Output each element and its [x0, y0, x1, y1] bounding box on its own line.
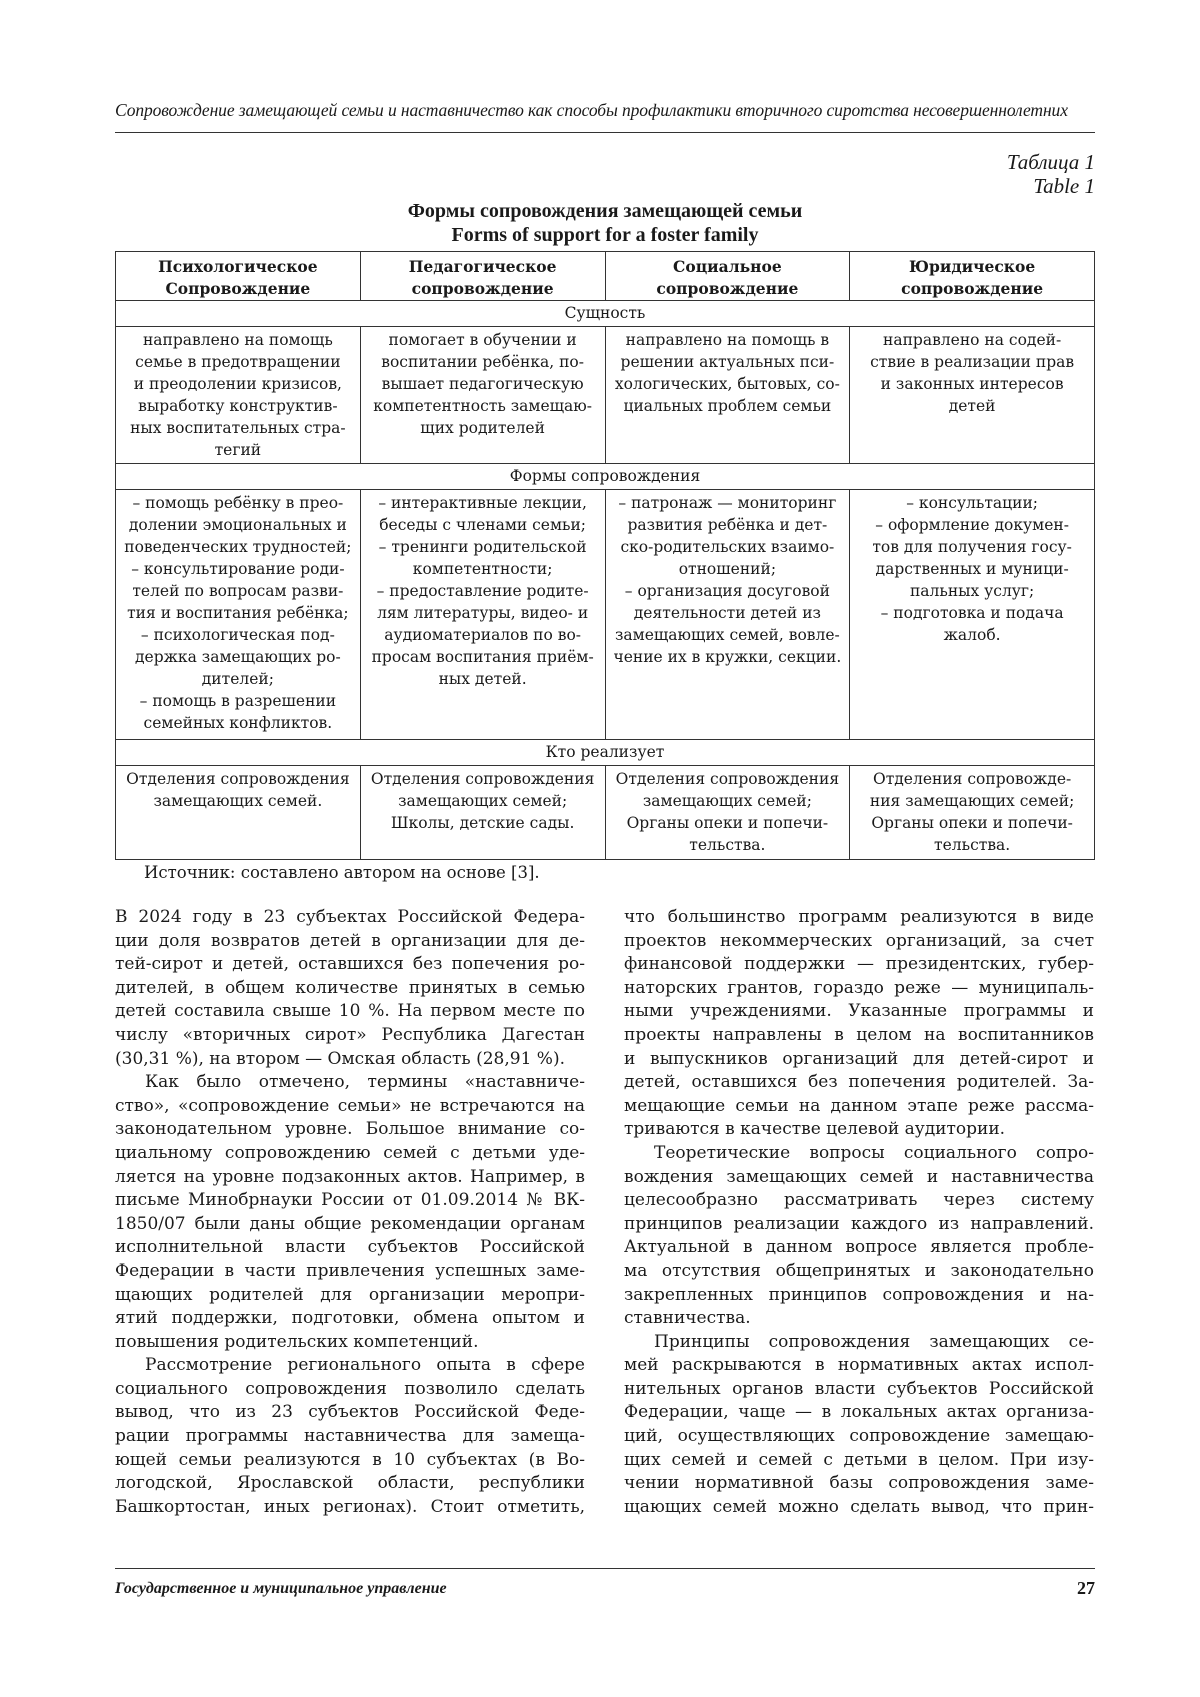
cell-line: деятельности детей из: [633, 604, 821, 622]
header-pedagogical: Педагогическое сопровождение: [360, 252, 605, 301]
cell-line: – предоставление родите-: [376, 582, 589, 600]
cell-line: – консультирование роди-: [131, 560, 345, 578]
cell-line: компетентности;: [412, 560, 553, 578]
text-line: исполнительной власти субъектов Российской: [115, 1237, 585, 1258]
cell-line: направлено на содей-: [883, 331, 1062, 349]
cell-line: замещающих семей.: [153, 792, 323, 810]
cell-line: ных детей.: [438, 670, 527, 688]
table-label: [1007, 150, 1095, 198]
cell-line: Органы опеки и попечи-: [871, 814, 1073, 832]
section-row-forms: [116, 464, 1095, 490]
header-legal: Юридическое сопровождение: [850, 252, 1095, 301]
text-line: законодательном уровне. Большое внимание со-: [115, 1119, 585, 1140]
essence-cell: [605, 327, 850, 464]
text-line: триваются в качестве целевой аудитории.: [624, 1119, 1006, 1140]
support-forms-table: [115, 251, 1095, 860]
cell-line: компетентность замещаю-: [373, 397, 593, 415]
cell-line: семейных конфликтов.: [143, 714, 333, 732]
cell-line: семье в предотвращении: [135, 353, 341, 371]
text-line: ций, осуществляющих сопровождение замещаю-: [624, 1426, 1094, 1447]
text-line: проектов некоммерческих организаций, за счет: [624, 930, 1094, 951]
cell-line: жалоб.: [943, 626, 1001, 644]
cell-line: воспитании ребёнка, по-: [381, 353, 584, 371]
text-line: щающих семей можно сделать вывод, что прин-: [624, 1496, 1094, 1517]
text-line: рации программы наставничества для замеща-: [115, 1426, 585, 1447]
cell-line: и преодолении кризисов,: [133, 375, 342, 393]
text-line: детей составила свыше 10 %. На первом месте по: [115, 1001, 585, 1022]
cell-line: направлено на помощь: [142, 331, 333, 349]
text-line: числу «вторичных сирот» Республика Дагестан: [115, 1024, 585, 1045]
text-line: Теоретические вопросы социального сопро-: [654, 1142, 1094, 1163]
text-line: Принципы сопровождения замещающих се-: [654, 1331, 1094, 1352]
cell-line: тегий: [214, 441, 262, 459]
cell-line: – патронаж — мониторинг: [618, 494, 837, 512]
table-title-ru: Формы сопровождения замещающей семьи: [407, 200, 803, 222]
cell-line: – тренинги родительской: [378, 538, 587, 556]
text-line: принципов реализации каждого из направлений.: [624, 1213, 1094, 1234]
essence-row: [116, 327, 1095, 464]
text-line: Рассмотрение регионального опыта в сфере: [145, 1355, 585, 1376]
forms-cell: [605, 490, 850, 740]
text-line: повышения родительских компетенций.: [115, 1331, 479, 1352]
text-line: закрепленных принципов сопровождения и на-: [624, 1284, 1094, 1305]
who-cell: [116, 766, 361, 860]
text-line: вывод, что из 23 субъектов Российской Феде-: [115, 1402, 585, 1423]
footer-journal-title: Государственное и муниципальное управление: [115, 1580, 447, 1597]
cell-line: ния замещающих семей;: [869, 792, 1075, 810]
text-line: ма отсутствия общепринятых и законодательно: [624, 1260, 1094, 1281]
text-line: ющей семьи реализуются в 10 субъектах (в Во-: [115, 1449, 585, 1470]
cell-line: тельства.: [689, 836, 766, 854]
section-forms: Формы сопровождения: [116, 464, 1095, 490]
text-line: наторских грантов, гораздо реже — муниципаль-: [624, 977, 1094, 998]
table-header-row: [116, 252, 1095, 301]
footer-rule: [115, 1568, 1095, 1569]
cell-line: Отделения сопровождения: [126, 770, 350, 788]
cell-line: ско-родительских взаимо-: [620, 538, 835, 556]
cell-line: просам воспитания приём-: [371, 648, 594, 666]
essence-cell: [850, 327, 1095, 464]
cell-line: дителей;: [201, 670, 274, 688]
cell-line: решении актуальных пси-: [620, 353, 835, 371]
header-psychological: Психологическое Сопровождение: [116, 252, 361, 301]
cell-line: детей: [948, 397, 996, 415]
forms-cell: [360, 490, 605, 740]
cell-line: и законных интересов: [880, 375, 1064, 393]
text-line: мей раскрываются в нормативных актах испол-: [624, 1355, 1094, 1376]
text-line: чении нормативной базы сопровождения заме-: [624, 1473, 1094, 1494]
section-row-who: [116, 740, 1095, 766]
text-line: Башкортостан, иных регионах). Стоит отметить,: [115, 1496, 585, 1517]
cell-line: ных воспитательных стра-: [130, 419, 346, 437]
cell-line: замещающих семей;: [398, 792, 568, 810]
text-line: социального сопровождения позволило сделать: [115, 1378, 585, 1399]
text-line: ятий поддержки, подготовки, обмена опытом и: [115, 1308, 585, 1329]
forms-cell: [116, 490, 361, 740]
cell-line: телей по вопросам разви-: [132, 582, 344, 600]
section-essence: Сущность: [116, 301, 1095, 327]
cell-line: – организация досуговой: [624, 582, 830, 600]
cell-line: – подготовка и подача: [880, 604, 1064, 622]
cell-line: – помощь в разрешении: [139, 692, 337, 710]
cell-line: Отделения сопровождения: [370, 770, 595, 788]
text-line: ции доля возвратов детей в организации для де-: [115, 930, 585, 951]
text-line: (30,31 %), на втором — Омская область (28,91 %).: [115, 1048, 565, 1069]
text-line: тей-сирот и детей, оставшихся без попечения ро-: [115, 954, 585, 975]
cell-line: выработку конструктив-: [138, 397, 338, 415]
text-line: ставничества.: [624, 1308, 751, 1329]
cell-line: поведенческих трудностей;: [124, 538, 352, 556]
cell-line: развития ребёнка и дет-: [627, 516, 828, 534]
text-line: Федерации, чаще — в локальных актах организа-: [624, 1402, 1094, 1423]
cell-line: щих родителей: [420, 419, 545, 437]
text-line: циальному сопровождению семей с детьми уде-: [115, 1142, 585, 1163]
table-source-note: Источник: составлено автором на основе [3].: [144, 863, 540, 882]
section-who: Кто реализует: [116, 740, 1095, 766]
text-line: ляется на уровне подзаконных актов. Например, в: [115, 1166, 585, 1187]
text-line: письме Минобрнауки России от 01.09.2014 № ВК-: [115, 1190, 585, 1211]
text-line: дителей, в общем количестве принятых в семью: [115, 977, 585, 998]
cell-line: вышает педагогическую: [381, 375, 584, 393]
cell-line: ствие в реализации прав: [870, 353, 1075, 371]
cell-line: долении эмоциональных и: [128, 516, 347, 534]
section-row-essence: [116, 301, 1095, 327]
table-title: [115, 199, 1095, 247]
cell-line: – психологическая под-: [140, 626, 335, 644]
text-line: что большинство программ реализуются в виде: [624, 907, 1094, 927]
cell-line: аудиоматериалов по во-: [384, 626, 582, 644]
text-line: целесообразно рассматривать через систему: [624, 1190, 1094, 1211]
cell-line: тия и воспитания ребёнка;: [127, 604, 349, 622]
cell-line: циальных проблем семьи: [623, 397, 832, 415]
who-row: [116, 766, 1095, 860]
who-cell: [605, 766, 850, 860]
cell-line: помогает в обучении и: [388, 331, 577, 349]
text-line: нительных органов власти субъектов Российской: [624, 1378, 1094, 1399]
cell-line: замещающих семей;: [642, 792, 812, 810]
table-title-en: Forms of support for a foster family: [451, 224, 759, 246]
text-line: проекты направлены в целом на воспитанников: [624, 1024, 1094, 1045]
cell-line: Отделения сопровожде-: [872, 770, 1072, 788]
cell-line: тов для получения госу-: [872, 538, 1072, 556]
page-number: 27: [1077, 1578, 1095, 1598]
running-head: Сопровождение замещающей семьи и наставничество как способы профилактики вторичного сиротства несовершеннолетних: [115, 100, 1068, 120]
cell-line: – оформление докумен-: [875, 516, 1069, 534]
text-line: вождения замещающих семей и наставничества: [624, 1166, 1094, 1187]
cell-line: хологических, бытовых, со-: [614, 375, 840, 393]
header-rule: [115, 132, 1095, 133]
who-cell: [850, 766, 1095, 860]
cell-line: Отделения сопровождения: [615, 770, 840, 788]
body-column-right: [624, 906, 1094, 1519]
body-column-left: [115, 906, 585, 1519]
text-line: финансовой поддержки — президентских, губер-: [624, 954, 1094, 975]
text-line: ство», «сопровождение семьи» не встречаются на: [115, 1095, 585, 1116]
cell-line: беседы с членами семьи;: [379, 516, 587, 534]
cell-line: лям литературы, видео- и: [377, 604, 589, 622]
cell-line: Органы опеки и попечи-: [626, 814, 829, 832]
cell-line: отношений;: [678, 560, 777, 578]
text-line: 1850/07 были даны общие рекомендации органам: [115, 1213, 585, 1234]
forms-cell: [850, 490, 1095, 740]
cell-line: тельства.: [934, 836, 1011, 854]
cell-line: – консультации;: [906, 494, 1039, 512]
cell-line: пальных услуг;: [909, 582, 1035, 600]
cell-line: – интерактивные лекции,: [378, 494, 587, 512]
cell-line: – помощь ребёнку в прео-: [132, 494, 344, 512]
cell-line: Школы, детские сады.: [390, 814, 575, 832]
cell-line: направлено на помощь в: [625, 331, 830, 349]
cell-line: дарственных и муници-: [875, 560, 1069, 578]
text-line: и выпускников организаций для детей-сирот и: [624, 1048, 1094, 1069]
cell-line: замещающих семей, вовле-: [614, 626, 840, 644]
text-line: ными учреждениями. Указанные программы и: [624, 1001, 1094, 1022]
essence-cell: [116, 327, 361, 464]
cell-line: чение их в кружки, секции.: [613, 648, 842, 666]
text-line: щих семей и семей с детьми в целом. При изу-: [624, 1449, 1094, 1470]
text-line: Федерации в части привлечения успешных заме-: [115, 1260, 585, 1281]
header-social: Социальное сопровождение: [605, 252, 850, 301]
essence-cell: [360, 327, 605, 464]
text-line: мещающие семьи на данном этапе реже рассма-: [624, 1095, 1094, 1116]
table-label-ru: Таблица 1: [1006, 150, 1095, 174]
table-label-en: Table 1: [1033, 174, 1095, 198]
text-line: логодской, Ярославской области, республики: [115, 1473, 585, 1494]
cell-line: держка замещающих ро-: [135, 648, 341, 666]
text-line: В 2024 году в 23 субъектах Российской Федера-: [115, 907, 585, 927]
text-line: Как было отмечено, термины «наставниче-: [145, 1072, 585, 1093]
text-line: детей, оставшихся без попечения родителей. За-: [624, 1072, 1094, 1093]
text-line: Актуальной в данном вопросе является пробле-: [624, 1237, 1094, 1258]
who-cell: [360, 766, 605, 860]
text-line: щающих родителей для организации меропри-: [115, 1284, 585, 1305]
forms-row: [116, 490, 1095, 740]
